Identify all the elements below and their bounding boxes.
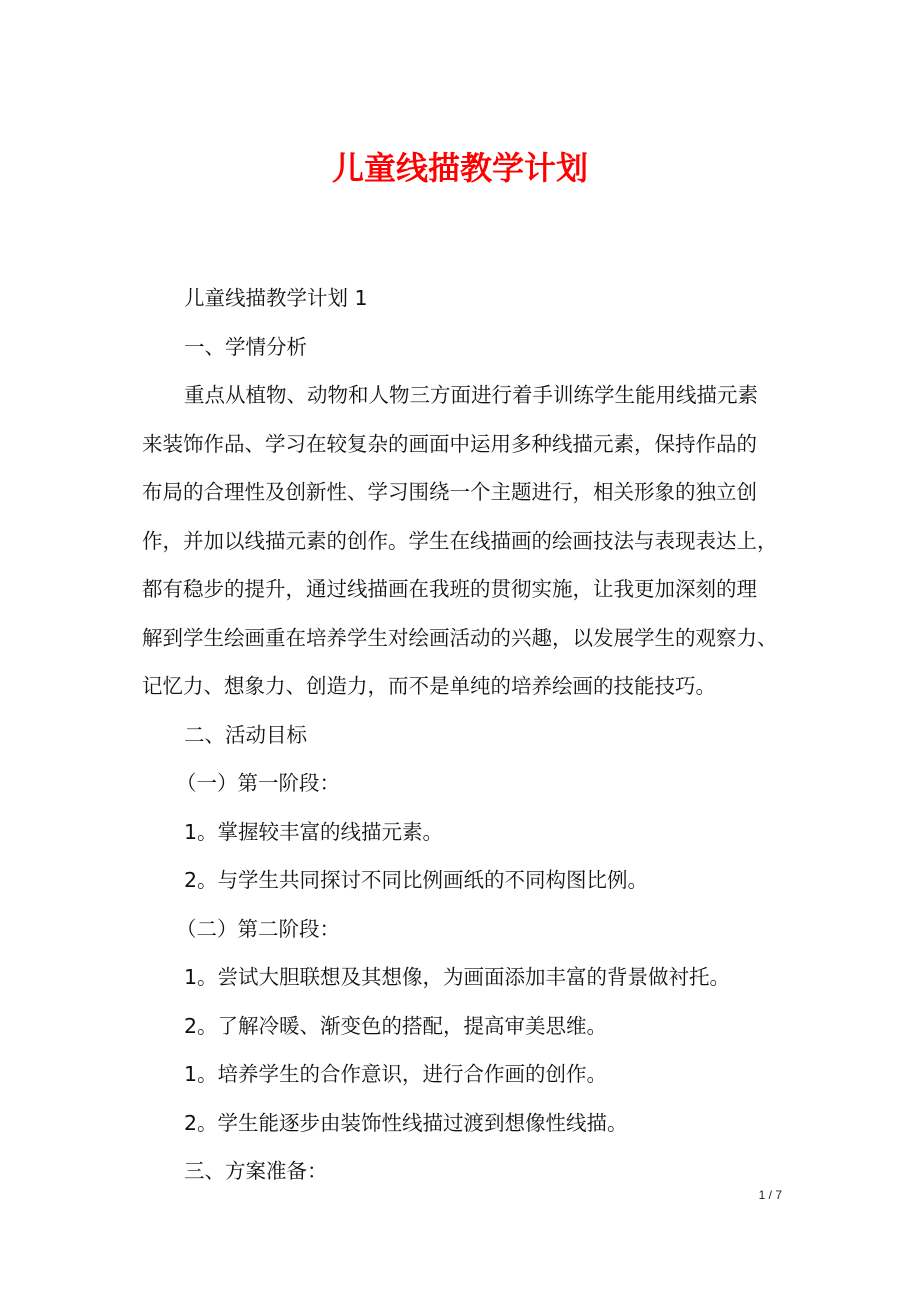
document-body	[142, 274, 782, 1196]
section-heading-goals: 二、活动目标	[184, 722, 307, 747]
paragraph-line: 重点从植物、动物和人物三方面进行着手训练学生能用线描元素	[184, 383, 758, 407]
paragraph-line: 都有稳步的提升，通过线描画在我班的贯彻实施，让我更加深刻的理	[142, 577, 757, 601]
list-item: 2。了解冷暖、渐变色的搭配，提高审美思维。	[184, 1013, 608, 1038]
section-heading-plan-1: 儿童线描教学计划 1	[184, 286, 368, 310]
list-item: 2。与学生共同探讨不同比例画纸的不同构图比例。	[184, 868, 649, 892]
document-title: 儿童线描教学计划	[331, 149, 588, 187]
section-heading-analysis: 一、学情分析	[184, 334, 307, 359]
paragraph-line: 记忆力、想象力、创造力，而不是单纯的培养绘画的技能技巧。	[142, 674, 716, 698]
list-item: 1。掌握较丰富的线描元素。	[184, 819, 444, 844]
stage-two-heading: （二）第二阶段：	[176, 916, 340, 941]
analysis-paragraph	[142, 371, 782, 711]
paragraph-line: 作，并加以线描元素的创作。学生在线描画的绘画技法与表现表达上，	[142, 528, 778, 553]
list-item: 1。尝试大胆联想及其想像，为画面添加丰富的背景做衬托。	[184, 965, 731, 989]
page-number: 1 / 7	[758, 1188, 782, 1202]
list-item: 2。学生能逐步由装饰性线描过渡到想像性线描。	[184, 1110, 628, 1135]
section-heading-preparation: 三、方案准备：	[184, 1159, 328, 1183]
paragraph-line: 布局的合理性及创新性、学习围绕一个主题进行，相关形象的独立创	[142, 480, 757, 504]
list-item: 1。培养学生的合作意识，进行合作画的创作。	[184, 1062, 608, 1086]
stage-one-heading: （一）第一阶段：	[176, 771, 340, 795]
paragraph-line: 解到学生绘画重在培养学生对绘画活动的兴趣，以发展学生的观察力、	[142, 625, 778, 650]
paragraph-line: 来装饰作品、学习在较复杂的画面中运用多种线描元素，保持作品的	[142, 431, 757, 456]
